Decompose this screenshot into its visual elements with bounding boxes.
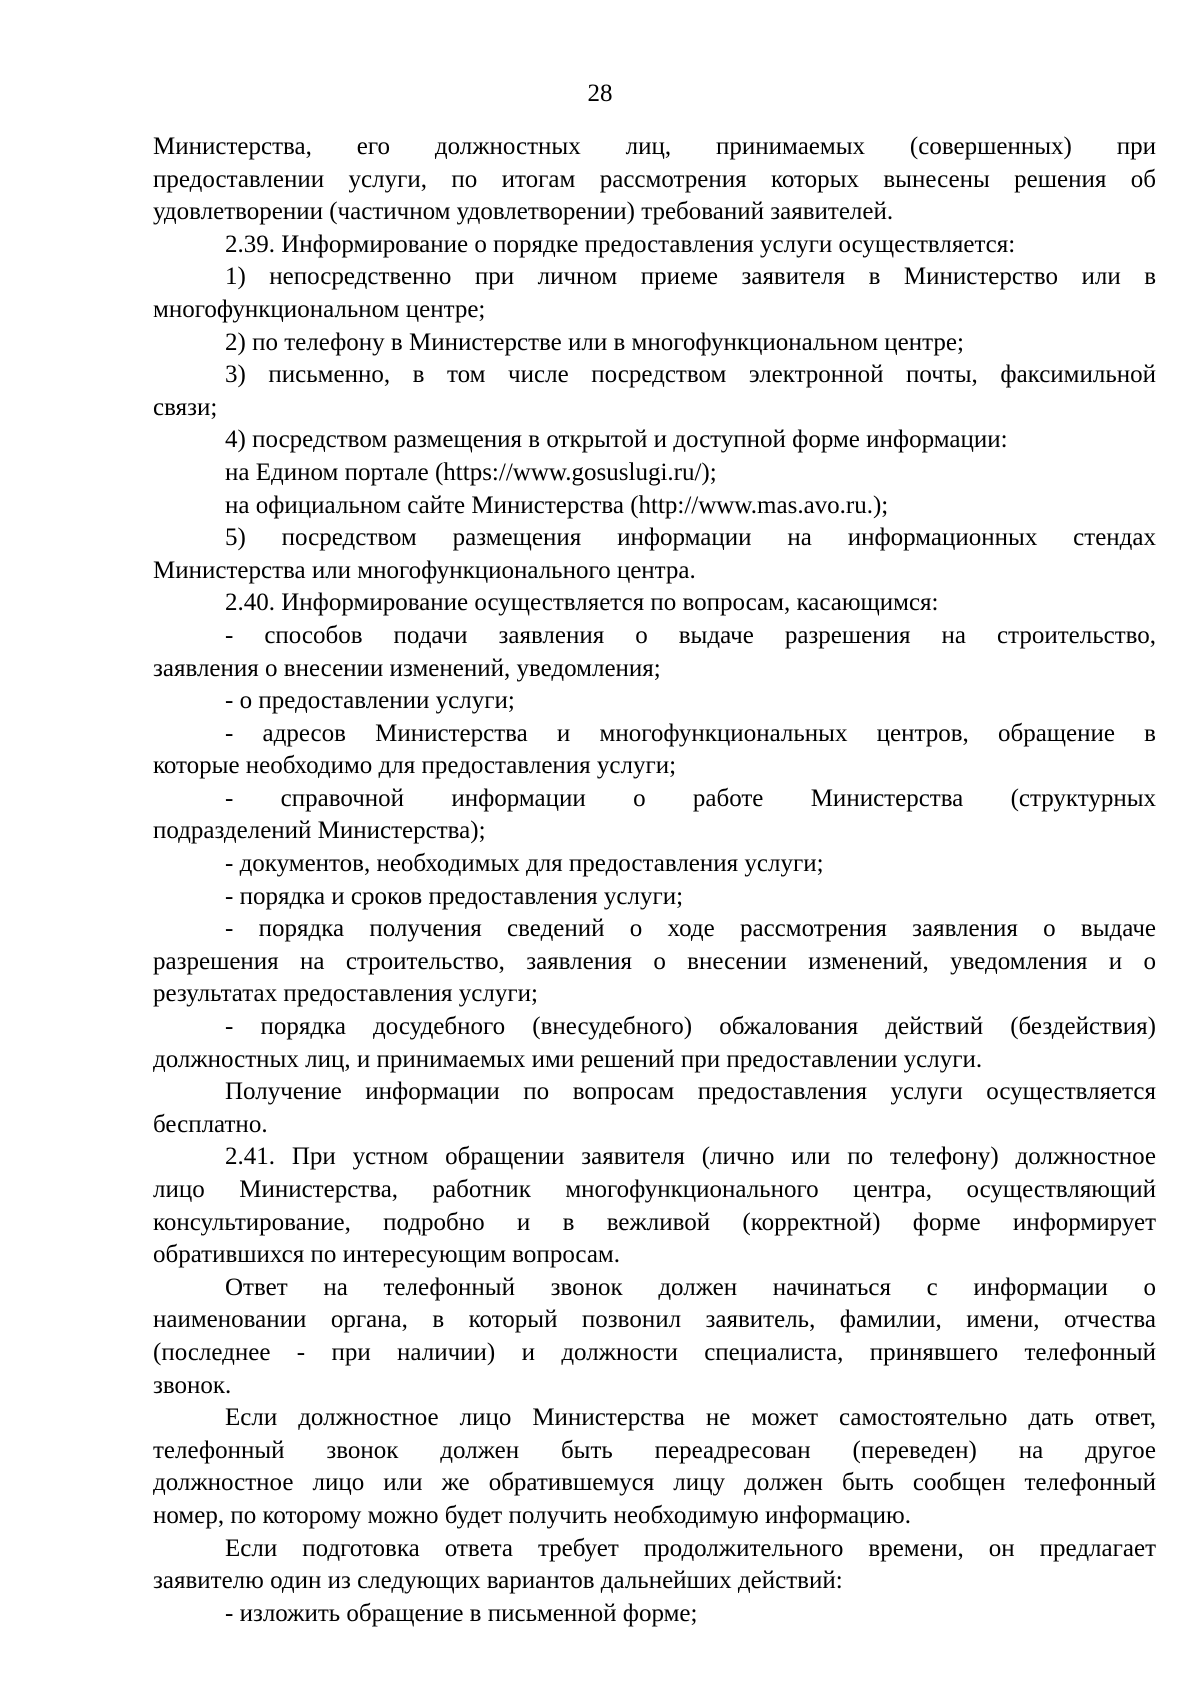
paragraph [153,327,1156,360]
text-line: разрешения на строительство, заявления о внесении изменений, уведомления и о [153,947,1156,975]
paragraph [153,359,1156,424]
text-line: 2.40. Информирование осуществляется по вопросам, касающимся: [225,589,939,617]
text-line: 2.41. При устном обращении заявителя (лично или по телефону) должностное [225,1143,1156,1171]
paragraph [153,1141,1156,1271]
paragraph [153,457,1156,490]
text-line: должностных лиц, и принимаемых ими решений при предоставлении услуги. [153,1045,983,1073]
paragraph [153,1272,1156,1402]
text-line: связи; [153,393,218,421]
text-line: которые необходимо для предоставления услуги; [153,752,677,780]
text-line: 5) посредством размещения информации на информационных стендах [225,524,1156,552]
text-line: звонок. [153,1371,232,1399]
text-line: номер, по которому можно будет получить необходимую информацию. [153,1501,911,1529]
paragraph [153,424,1156,457]
text-line: 2) по телефону в Министерстве или в многофункциональном центре; [225,328,964,356]
page-number: 28 [587,80,613,107]
paragraph [153,913,1156,1011]
text-line: 2.39. Информирование о порядке предоставления услуги осуществляется: [225,230,1016,258]
text-line: - справочной информации о работе Министерства (структурных [225,784,1156,812]
paragraph [153,522,1156,587]
text-line: Министерства, его должностных лиц, принимаемых (совершенных) при [153,133,1156,160]
text-line: удовлетворении (частичном удовлетворении) требований заявителей. [153,198,894,226]
text-line: многофункциональном центре; [153,295,486,323]
text-line: заявления о внесении изменений, уведомления; [153,654,661,682]
paragraph [153,620,1156,685]
text-line: на официальном сайте Министерства (http://www.mas.avo.ru.); [225,491,889,519]
text-line: Если должностное лицо Министерства не может самостоятельно дать ответ, [225,1404,1156,1432]
text-line: результатах предоставления услуги; [153,980,538,1008]
text-line: на Едином портале (https://www.gosuslugi.ru/); [225,458,717,486]
text-line: бесплатно. [153,1110,268,1138]
text-line: - порядка досудебного (внесудебного) обжалования действий (бездействия) [225,1013,1156,1041]
paragraph [153,229,1156,262]
paragraph [153,587,1156,620]
paragraph [153,1533,1156,1598]
paragraph [153,881,1156,914]
text-line: 3) письменно, в том числе посредством электронной почты, факсимильной [225,361,1156,389]
paragraph [153,718,1156,783]
text-line: консультирование, подробно и в вежливой (корректной) форме информирует [153,1208,1156,1236]
text-line: обратившихся по интересующим вопросам. [153,1241,621,1269]
text-line: Если подготовка ответа требует продолжительного времени, он предлагает [225,1534,1156,1562]
text-line: должностное лицо или же обратившемуся лицу должен быть сообщен телефонный [153,1469,1156,1497]
text-line: (последнее - при наличии) и должности специалиста, принявшего телефонный [153,1338,1156,1366]
text-line: - документов, необходимых для предоставления услуги; [225,850,824,878]
text-line: - адресов Министерства и многофункциональных центров, обращение в [225,719,1156,747]
paragraph [153,490,1156,523]
paragraph [153,685,1156,718]
text-line: 1) непосредственно при личном приеме заявителя в Министерство или в [225,263,1156,291]
paragraph [153,1598,1156,1631]
text-line: предоставлении услуги, по итогам рассмотрения которых вынесены решения об [153,165,1156,193]
document-body [153,131,1156,1630]
paragraph [153,1402,1156,1532]
text-line: - о предоставлении услуги; [225,687,515,715]
text-line: лицо Министерства, работник многофункционального центра, осуществляющий [153,1176,1156,1203]
paragraph [153,848,1156,881]
text-line: - способов подачи заявления о выдаче разрешения на строительство, [225,621,1156,649]
text-line: наименовании органа, в который позвонил заявитель, фамилии, имени, отчества [153,1306,1156,1334]
text-line: заявителю один из следующих вариантов дальнейших действий: [153,1567,843,1595]
text-line: 4) посредством размещения в открытой и доступной форме информации: [225,426,1008,454]
paragraph [153,1011,1156,1076]
text-line: - порядка и сроков предоставления услуги; [225,882,684,910]
text-line: - изложить обращение в письменной форме; [225,1599,698,1627]
text-line: - порядка получения сведений о ходе рассмотрения заявления о выдаче [225,915,1156,943]
text-line: телефонный звонок должен быть переадресован (переведен) на другое [153,1436,1156,1464]
paragraph [153,261,1156,326]
text-line: Ответ на телефонный звонок должен начинаться с информации о [225,1273,1156,1301]
text-line: Получение информации по вопросам предоставления услуги осуществляется [225,1078,1156,1106]
text-line: подразделений Министерства); [153,817,486,845]
paragraph [153,1076,1156,1141]
paragraph [153,131,1156,229]
paragraph [153,783,1156,848]
text-line: Министерства или многофункционального центра. [153,556,696,584]
